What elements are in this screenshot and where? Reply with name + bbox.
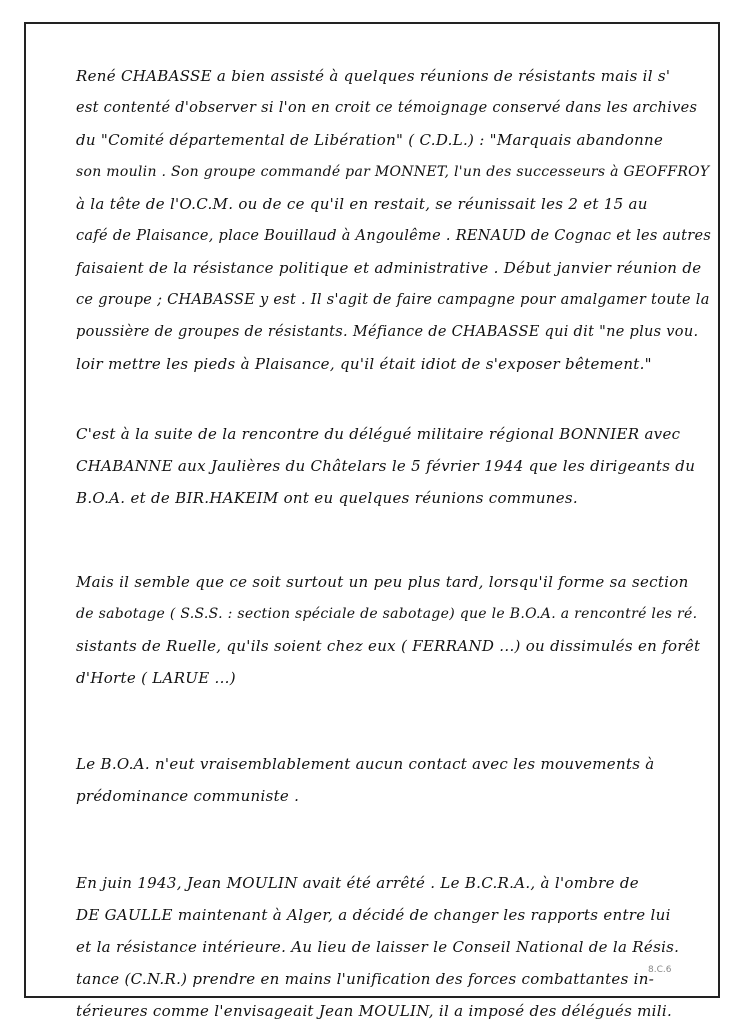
text-line: faisaient de la résistance politique et administrative . Début janvier réunion de — [76, 259, 702, 277]
text-line: sistants de Ruelle, qu'ils soient chez eux ( FERRAND ...) ou dissimulés en forêt — [76, 637, 701, 655]
text-line: ce groupe ; CHABASSE y est . Il s'agit de faire campagne pour amalgamer toute la — [76, 292, 710, 308]
text-line: prédominance communiste . — [76, 787, 300, 805]
text-line: de sabotage ( S.S.S. : section spéciale de sabotage) que le B.O.A. a rencontré les ré. — [76, 606, 698, 622]
text-line: et la résistance intérieure. Au lieu de laisser le Conseil National de la Résis. — [76, 938, 680, 956]
text-line: à la tête de l'O.C.M. ou de ce qu'il en restait, se réunissait les 2 et 15 au — [76, 195, 648, 213]
text-line: B.O.A. et de BIR.HAKEIM ont eu quelques réunions communes. — [76, 489, 578, 507]
text-line: En juin 1943, Jean MOULIN avait été arrêté . Le B.C.R.A., à l'ombre de — [76, 874, 639, 892]
text-line: Mais il semble que ce soit surtout un peu plus tard, lorsqu'il forme sa section — [76, 573, 689, 591]
paragraph-chabasse — [76, 60, 716, 380]
text-line: Le B.O.A. n'eut vraisemblablement aucun contact avec les mouvements à — [76, 755, 655, 773]
text-line: tance (C.N.R.) prendre en mains l'unification des forces combattantes in- — [76, 970, 655, 988]
text-line: d'Horte ( LARUE ...) — [76, 669, 236, 687]
paragraph-communiste — [76, 748, 716, 812]
handwritten-page — [76, 60, 716, 1027]
text-line: loir mettre les pieds à Plaisance, qu'il était idiot de s'exposer bêtement." — [76, 355, 652, 373]
text-line: René CHABASSE a bien assisté à quelques réunions de résistants mais il s' — [76, 67, 671, 85]
text-line: du "Comité départemental de Libération" ( C.D.L.) : "Marquais abandonne — [76, 131, 664, 149]
paragraph-sabotage — [76, 566, 716, 694]
text-line: C'est à la suite de la rencontre du délégué militaire régional BONNIER avec — [76, 425, 681, 443]
text-line: poussière de groupes de résistants. Méfiance de CHABASSE qui dit "ne plus vou. — [76, 324, 699, 340]
text-line: est contenté d'observer si l'on en croit ce témoignage conservé dans les archives — [76, 100, 698, 116]
text-line: son moulin . Son groupe commandé par MONNET, l'un des successeurs à GEOFFROY — [76, 164, 710, 180]
paragraph-moulin — [76, 867, 716, 1027]
paragraph-bonnier — [76, 418, 716, 514]
text-line: café de Plaisance, place Bouillaud à Angoulême . RENAUD de Cognac et les autres — [76, 228, 712, 244]
page-mark: 8.C.6 — [648, 965, 672, 975]
text-line: CHABANNE aux Jaulières du Châtelars le 5 février 1944 que les dirigeants du — [76, 457, 696, 475]
text-line: térieures comme l'envisageait Jean MOULIN, il a imposé des délégués mili. — [76, 1002, 673, 1020]
text-line: DE GAULLE maintenant à Alger, a décidé de changer les rapports entre lui — [76, 906, 671, 924]
